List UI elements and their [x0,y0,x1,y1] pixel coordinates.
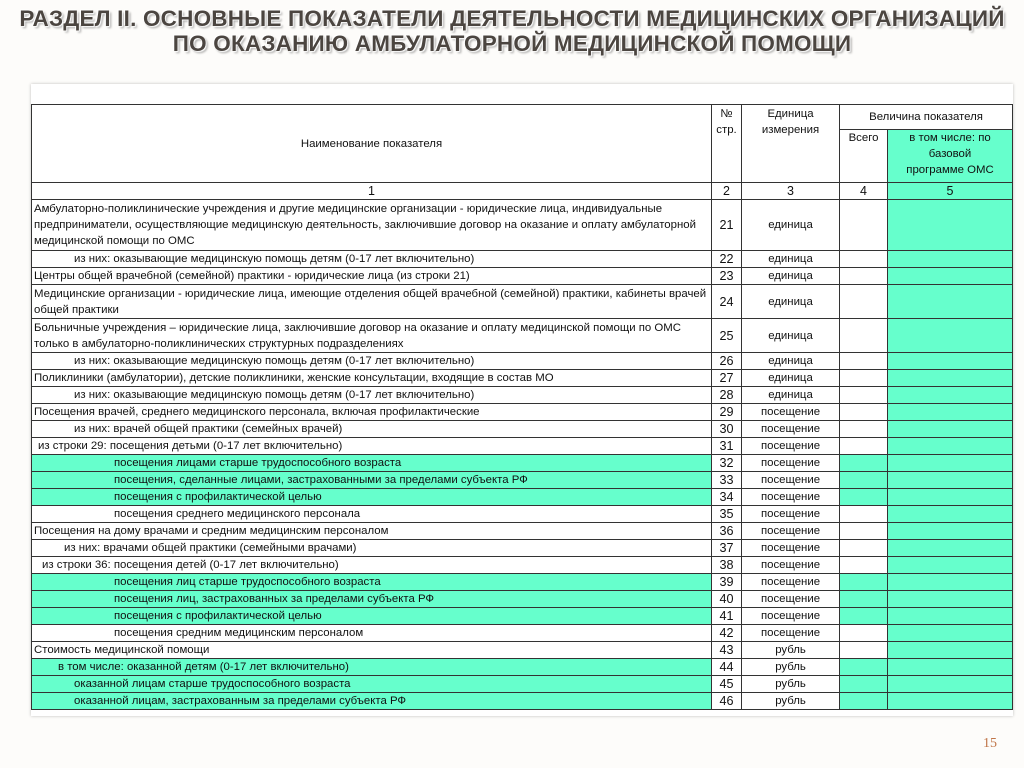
header-indicator-name: Наименование показателя [32,105,712,183]
oms-cell[interactable] [888,489,1013,506]
total-cell[interactable] [840,200,888,251]
header-total: Всего [840,130,888,183]
header-value: Величина показателя [840,105,1013,130]
oms-cell[interactable] [888,506,1013,523]
table-row [32,625,1013,642]
unit: посещение [742,506,840,523]
line-number: 36 [712,523,742,540]
unit: рубль [742,659,840,676]
oms-cell[interactable] [888,251,1013,268]
unit: рубль [742,642,840,659]
total-cell[interactable] [840,370,888,387]
unit: посещение [742,625,840,642]
oms-cell[interactable] [888,472,1013,489]
header-line-number: № стр. [712,105,742,183]
line-number: 25 [712,319,742,353]
indicator-name: из них: врачами общей практики (семейными врачами) [32,540,712,557]
table-row [32,285,1013,319]
indicator-name: Амбулаторно-поликлинические учреждения и другие медицинские организации - юридические лица, индивидуальные предприниматели, осуществляющие медицинскую деятельность, заключившие договор на оказание и оплату амбулаторной медицинской помощи по ОМС [32,200,712,251]
oms-cell[interactable] [888,574,1013,591]
unit: рубль [742,676,840,693]
table-row [32,353,1013,370]
column-number: 1 [32,183,712,200]
indicator-name: посещения с профилактической целью [32,489,712,506]
indicator-name: посещения лицами старше трудоспособного возраста [32,455,712,472]
line-number: 37 [712,540,742,557]
unit: посещение [742,438,840,455]
indicator-name: из них: оказывающие медицинскую помощь детям (0-17 лет включительно) [32,387,712,404]
table-row [32,370,1013,387]
table-row [32,676,1013,693]
unit: единица [742,200,840,251]
indicator-name: оказанной лицам старше трудоспособного возраста [32,676,712,693]
line-number: 38 [712,557,742,574]
indicator-name: посещения с профилактической целью [32,608,712,625]
indicator-name: посещения, сделанные лицами, застрахованными за пределами субъекта РФ [32,472,712,489]
oms-cell[interactable] [888,268,1013,285]
line-number: 21 [712,200,742,251]
oms-cell[interactable] [888,387,1013,404]
table-row [32,591,1013,608]
oms-cell[interactable] [888,285,1013,319]
table-row [32,421,1013,438]
indicator-name: в том числе: оказанной детям (0-17 лет включительно) [32,659,712,676]
line-number: 43 [712,642,742,659]
indicator-name: посещения лиц старше трудоспособного возраста [32,574,712,591]
table-row [32,472,1013,489]
unit: посещение [742,404,840,421]
unit: посещение [742,608,840,625]
slide-title-line-2: ПО ОКАЗАНИЮ АМБУЛАТОРНОЙ МЕДИЦИНСКОЙ ПОМОЩИ [172,31,852,56]
table-row [32,608,1013,625]
indicators-table [31,104,1013,710]
indicator-name: Посещения на дому врачами и средним медицинским персоналом [32,523,712,540]
oms-cell[interactable] [888,557,1013,574]
line-number: 31 [712,438,742,455]
indicator-name: из них: оказывающие медицинскую помощь детям (0-17 лет включительно) [32,251,712,268]
oms-cell[interactable] [888,608,1013,625]
total-cell[interactable] [840,438,888,455]
oms-cell[interactable] [888,319,1013,353]
line-number: 40 [712,591,742,608]
line-number: 35 [712,506,742,523]
table-row [32,319,1013,353]
unit: единица [742,370,840,387]
total-cell[interactable] [840,268,888,285]
header-unit: Единица измерения [742,105,840,183]
unit: посещение [742,472,840,489]
unit: посещение [742,557,840,574]
line-number: 46 [712,693,742,710]
slide-title-line-1: РАЗДЕЛ II. ОСНОВНЫЕ ПОКАЗАТЕЛИ ДЕЯТЕЛЬНОСТИ МЕДИЦИНСКИХ ОРГАНИЗАЦИЙ [19,6,1005,31]
unit: посещение [742,574,840,591]
oms-cell[interactable] [888,200,1013,251]
indicator-name: посещения средним медицинским персоналом [32,625,712,642]
indicator-name: Поликлиники (амбулатории), детские поликлиники, женские консультации, входящие в состав МО [32,370,712,387]
table-row [32,557,1013,574]
unit: рубль [742,693,840,710]
line-number: 28 [712,387,742,404]
total-cell[interactable] [840,659,888,676]
total-cell[interactable] [840,574,888,591]
header-oms: в том числе: по базовой программе ОМС [888,130,1013,183]
column-number: 2 [712,183,742,200]
line-number: 26 [712,353,742,370]
indicator-name: Центры общей врачебной (семейной) практики - юридические лица (из строки 21) [32,268,712,285]
line-number: 33 [712,472,742,489]
slide-title [0,6,1024,56]
oms-cell[interactable] [888,693,1013,710]
indicator-name: оказанной лицам, застрахованным за пределами субъекта РФ [32,693,712,710]
table-row [32,489,1013,506]
total-cell[interactable] [840,676,888,693]
indicator-name: из них: врачей общей практики (семейных врачей) [32,421,712,438]
total-cell[interactable] [840,404,888,421]
table-row [32,438,1013,455]
total-cell[interactable] [840,251,888,268]
line-number: 42 [712,625,742,642]
table-row [32,506,1013,523]
table-row [32,268,1013,285]
indicator-name: Больничные учреждения – юридические лица, заключившие договор на оказание и оплату медицинской помощи по ОМС только в амбулаторно-поликлинических структурных подразделениях [32,319,712,353]
line-number: 34 [712,489,742,506]
table-row [32,404,1013,421]
unit: единица [742,251,840,268]
table-row [32,251,1013,268]
line-number: 24 [712,285,742,319]
indicator-name: из строки 29: посещения детьми (0-17 лет включительно) [32,438,712,455]
oms-cell[interactable] [888,659,1013,676]
total-cell[interactable] [840,642,888,659]
indicator-name: Посещения врачей, среднего медицинского персонала, включая профилактические [32,404,712,421]
indicator-name: Медицинские организации - юридические лица, имеющие отделения общей врачебной (семейной) практики, кабинеты врачей общей практики [32,285,712,319]
indicator-name: посещения среднего медицинского персонала [32,506,712,523]
line-number: 39 [712,574,742,591]
total-cell[interactable] [840,353,888,370]
line-number: 41 [712,608,742,625]
oms-cell[interactable] [888,540,1013,557]
unit: посещение [742,540,840,557]
total-cell[interactable] [840,285,888,319]
table-row [32,693,1013,710]
table-row [32,200,1013,251]
indicator-name: из строки 36: посещения детей (0-17 лет включительно) [32,557,712,574]
line-number: 44 [712,659,742,676]
column-numbers-row [32,183,1013,200]
total-cell[interactable] [840,523,888,540]
line-number: 30 [712,421,742,438]
total-cell[interactable] [840,489,888,506]
table-row [32,659,1013,676]
table-row [32,455,1013,472]
line-number: 32 [712,455,742,472]
unit: единица [742,353,840,370]
line-number: 22 [712,251,742,268]
oms-cell[interactable] [888,353,1013,370]
table-row [32,540,1013,557]
unit: посещение [742,591,840,608]
table-row [32,642,1013,659]
oms-cell[interactable] [888,591,1013,608]
total-cell[interactable] [840,472,888,489]
unit: единица [742,387,840,404]
unit: единица [742,285,840,319]
total-cell[interactable] [840,693,888,710]
total-cell[interactable] [840,455,888,472]
page-number: 15 [983,736,997,751]
table-row [32,387,1013,404]
total-cell[interactable] [840,608,888,625]
total-cell[interactable] [840,387,888,404]
total-cell[interactable] [840,591,888,608]
oms-cell[interactable] [888,455,1013,472]
oms-cell[interactable] [888,642,1013,659]
unit: посещение [742,421,840,438]
line-number: 27 [712,370,742,387]
line-number: 45 [712,676,742,693]
indicator-name: Стоимость медицинской помощи [32,642,712,659]
oms-cell[interactable] [888,438,1013,455]
oms-cell[interactable] [888,370,1013,387]
oms-cell[interactable] [888,625,1013,642]
indicator-name: из них: оказывающие медицинскую помощь детям (0-17 лет включительно) [32,353,712,370]
total-cell[interactable] [840,421,888,438]
line-number: 29 [712,404,742,421]
column-number: 3 [742,183,840,200]
indicator-name: посещения лиц, застрахованных за пределами субъекта РФ [32,591,712,608]
oms-cell[interactable] [888,523,1013,540]
oms-cell[interactable] [888,676,1013,693]
oms-cell[interactable] [888,421,1013,438]
unit: посещение [742,455,840,472]
column-number: 4 [840,183,888,200]
total-cell[interactable] [840,319,888,353]
unit: единица [742,268,840,285]
unit: посещение [742,489,840,506]
total-cell[interactable] [840,540,888,557]
total-cell[interactable] [840,557,888,574]
oms-cell[interactable] [888,404,1013,421]
unit: посещение [742,523,840,540]
table-row [32,523,1013,540]
line-number: 23 [712,268,742,285]
table-row [32,574,1013,591]
total-cell[interactable] [840,506,888,523]
total-cell[interactable] [840,625,888,642]
unit: единица [742,319,840,353]
column-number: 5 [888,183,1013,200]
